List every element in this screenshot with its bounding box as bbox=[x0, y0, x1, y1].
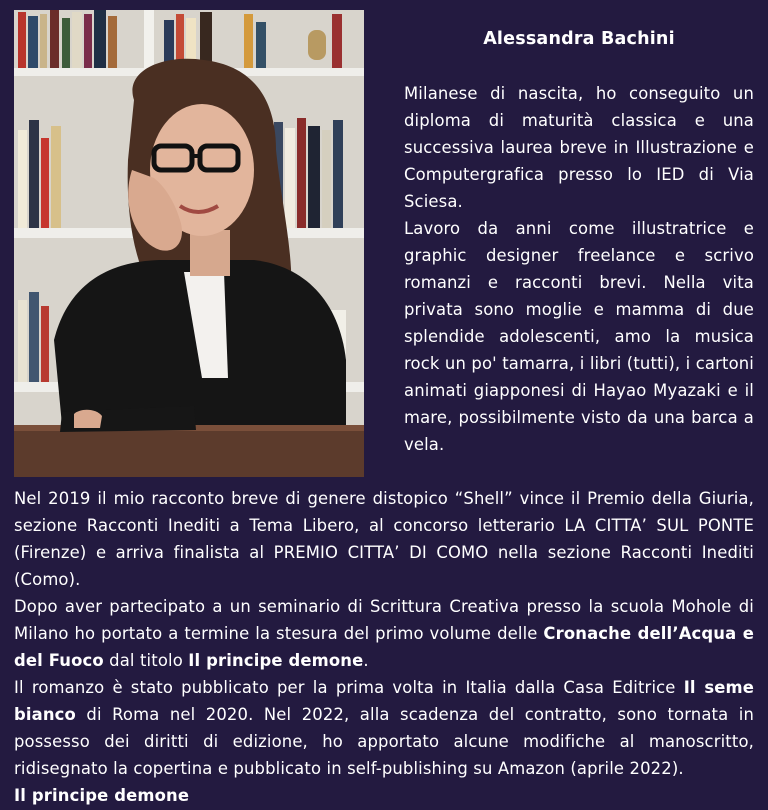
publisher-name: Il seme bianco bbox=[14, 678, 755, 724]
bio-paragraph-first-novel bbox=[14, 593, 754, 674]
publishing-text-after: di Roma nel 2020. Nel 2022, alla scadenza del contratto, sono tornata in possesso dei diritti di edizione, ho apportato alcune modifiche al manoscritto, ridisegnato la copertina e pubblicato in self-publishing su Amazon (aprile 2022). bbox=[14, 705, 754, 778]
series-title: Cronache dell’Acqua e del Fuoco bbox=[14, 624, 754, 670]
first-novel-text-after: . bbox=[363, 651, 369, 670]
closing-book-title-text: Il principe demone bbox=[14, 786, 190, 805]
author-photo-illustration bbox=[14, 10, 364, 477]
first-novel-text-before: Dopo aver partecipato a un seminario di Scrittura Creativa presso la scuola Mohole di Milano ho portato a termine la stesura del primo volume delle bbox=[14, 597, 754, 643]
author-name-heading: Alessandra Bachini bbox=[483, 29, 675, 49]
bio-paragraph-awards: Nel 2019 il mio racconto breve di genere distopico “Shell” vince il Premio della Giuria, sezione Racconti Inediti a Tema Libero, al concorso letterario LA CITTA’ SUL PONTE (Firenze) e arriva finalista al PREMIO CITTA’ DI COMO nella sezione Racconti Inediti (Como). bbox=[14, 489, 754, 589]
book-title: Il principe demone bbox=[188, 651, 364, 670]
bio-paragraph-origins: Milanese di nascita, ho conseguito un diploma di maturità classica e una successiva laurea breve in Illustrazione e Computergrafica presso lo IED di Via Sciesa. bbox=[404, 84, 754, 211]
author-photo bbox=[14, 10, 364, 477]
first-novel-text-middle: dal titolo bbox=[103, 651, 189, 670]
bio-paragraph-work-life: Lavoro da anni come illustratrice e graphic designer freelance e scrivo romanzi e racconti brevi. Nella vita privata sono moglie e mamma di due splendide adolescenti, amo la musica rock un po' tamarra, i libri (tutti), i cartoni animati giapponesi di Hayao Myazaki e il mare, possibilmente visto da una barca a vela. bbox=[404, 219, 754, 454]
publishing-text-before: Il romanzo è stato pubblicato per la prima volta in Italia dalla Casa Editrice bbox=[14, 678, 684, 697]
closing-book-title bbox=[14, 782, 754, 809]
bio-paragraph-publishing bbox=[14, 674, 754, 782]
